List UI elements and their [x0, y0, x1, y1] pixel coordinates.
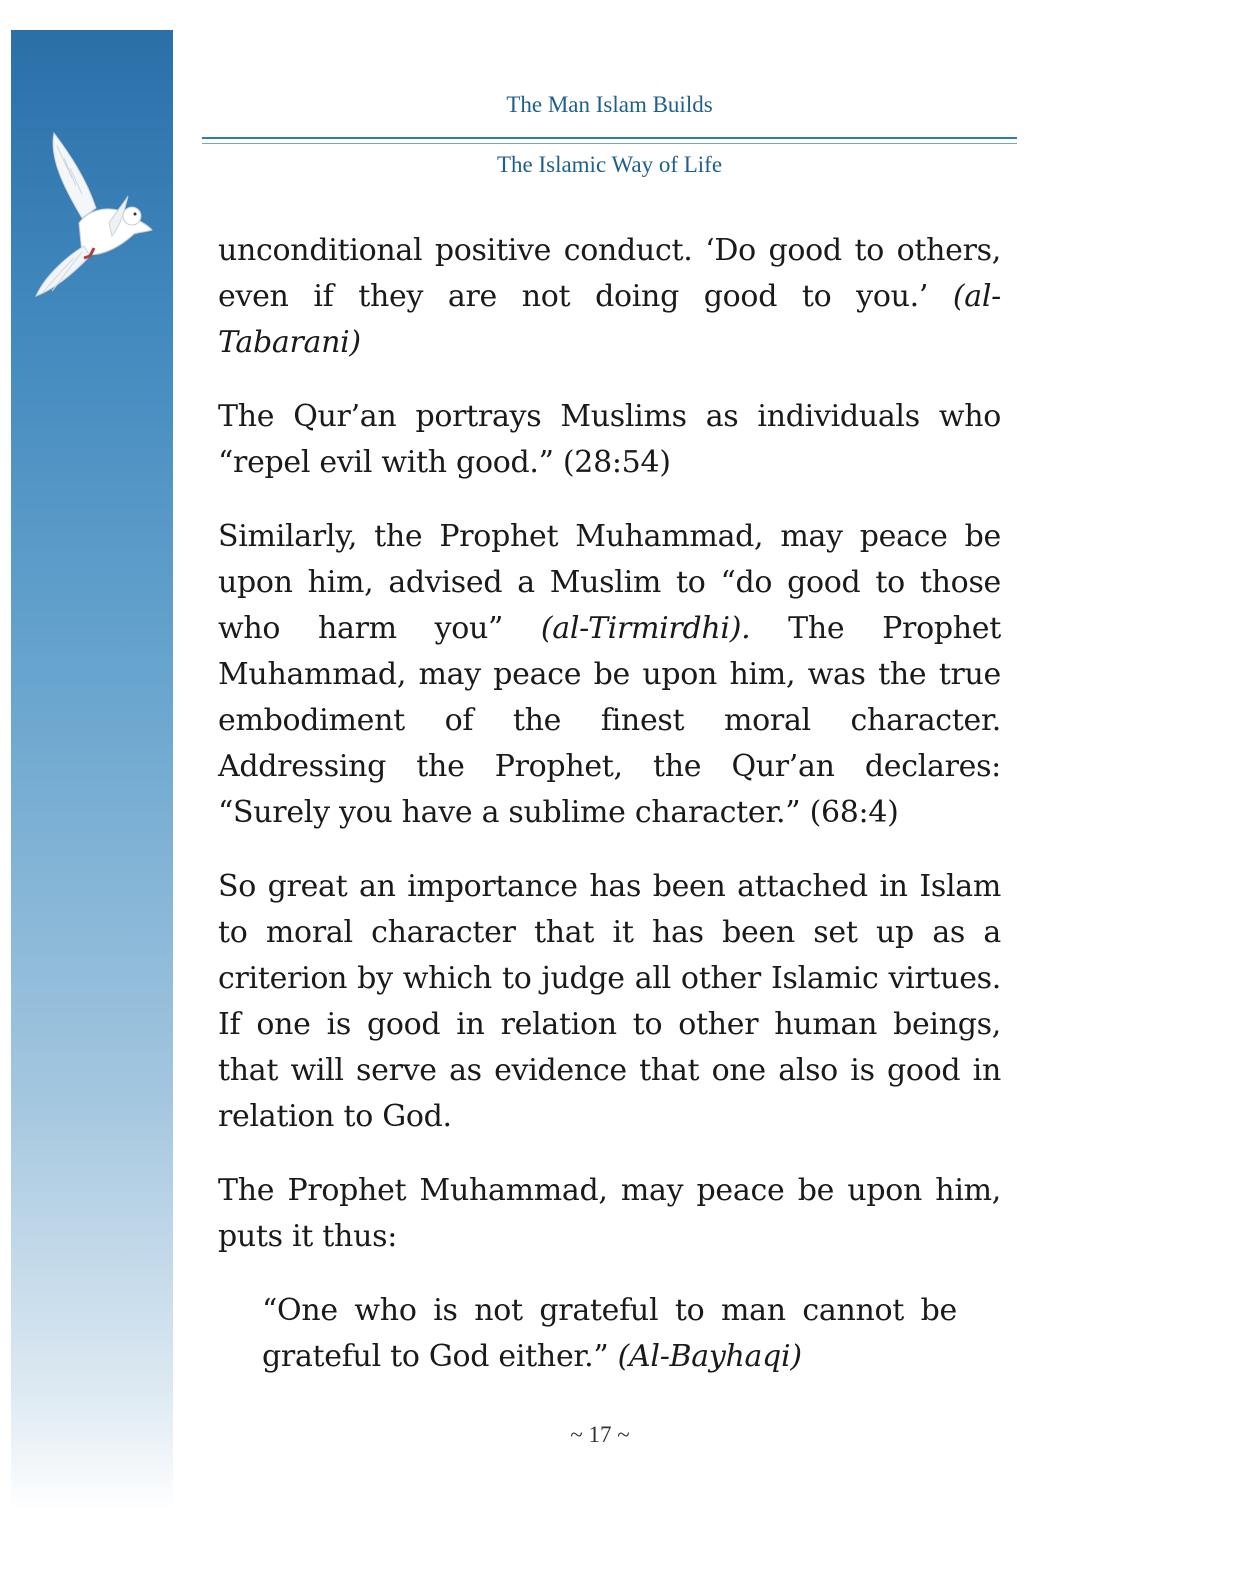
block-quote-text: “One who is not grateful to man cannot be grateful to God either.”: [262, 1293, 957, 1374]
paragraph-4-text: So great an importance has been attached in Islam to moral character that it has been set up as a criterion by which to judge all other Islamic virtues. If one is good in relation to other human beings, that will serve as evidence that one also is good in relation to God.: [218, 869, 1001, 1134]
header-rule-thin: [202, 143, 1017, 144]
page-body: [218, 228, 1001, 1408]
paragraph-5-text: The Prophet Muhammad, may peace be upon him, puts it thus:: [218, 1173, 1001, 1254]
block-quote: [262, 1288, 957, 1380]
paragraph-3-text-b: The Prophet Muhammad, may peace be upon him, was the true embodiment of the finest moral character. Addressing the Prophet, the Qur’an declares: “Surely you have a sublime character.” (68:4): [218, 611, 1001, 830]
paragraph-1: [218, 228, 1001, 366]
running-header-subtitle: The Islamic Way of Life: [496, 152, 723, 177]
running-header-title: The Man Islam Builds: [506, 92, 713, 117]
citation-tabarani: (al-Tabarani): [218, 279, 1001, 360]
header-rule-thick: [202, 137, 1017, 139]
paragraph-1-text: unconditional positive conduct. ‘Do good to others, even if they are not doing good to you.’: [218, 233, 1001, 314]
paragraph-3-text-a: Similarly, the Prophet Muhammad, may peace be upon him, advised a Muslim to “do good to those who harm you”: [218, 519, 1001, 646]
paragraph-4: [218, 864, 1001, 1140]
paragraph-2-text: The Qur’an portrays Muslims as individuals who “repel evil with good.” (28:54): [218, 399, 1001, 480]
page-number: ~ 17 ~: [570, 1422, 630, 1447]
citation-bayhaqi: (Al-Bayhaqi): [617, 1339, 802, 1374]
paragraph-3: [218, 514, 1001, 836]
paragraph-5: [218, 1168, 1001, 1260]
citation-tirmirdhi: (al-Tirmirdhi).: [540, 611, 751, 646]
dove-icon: [24, 128, 159, 303]
paragraph-2: [218, 394, 1001, 486]
